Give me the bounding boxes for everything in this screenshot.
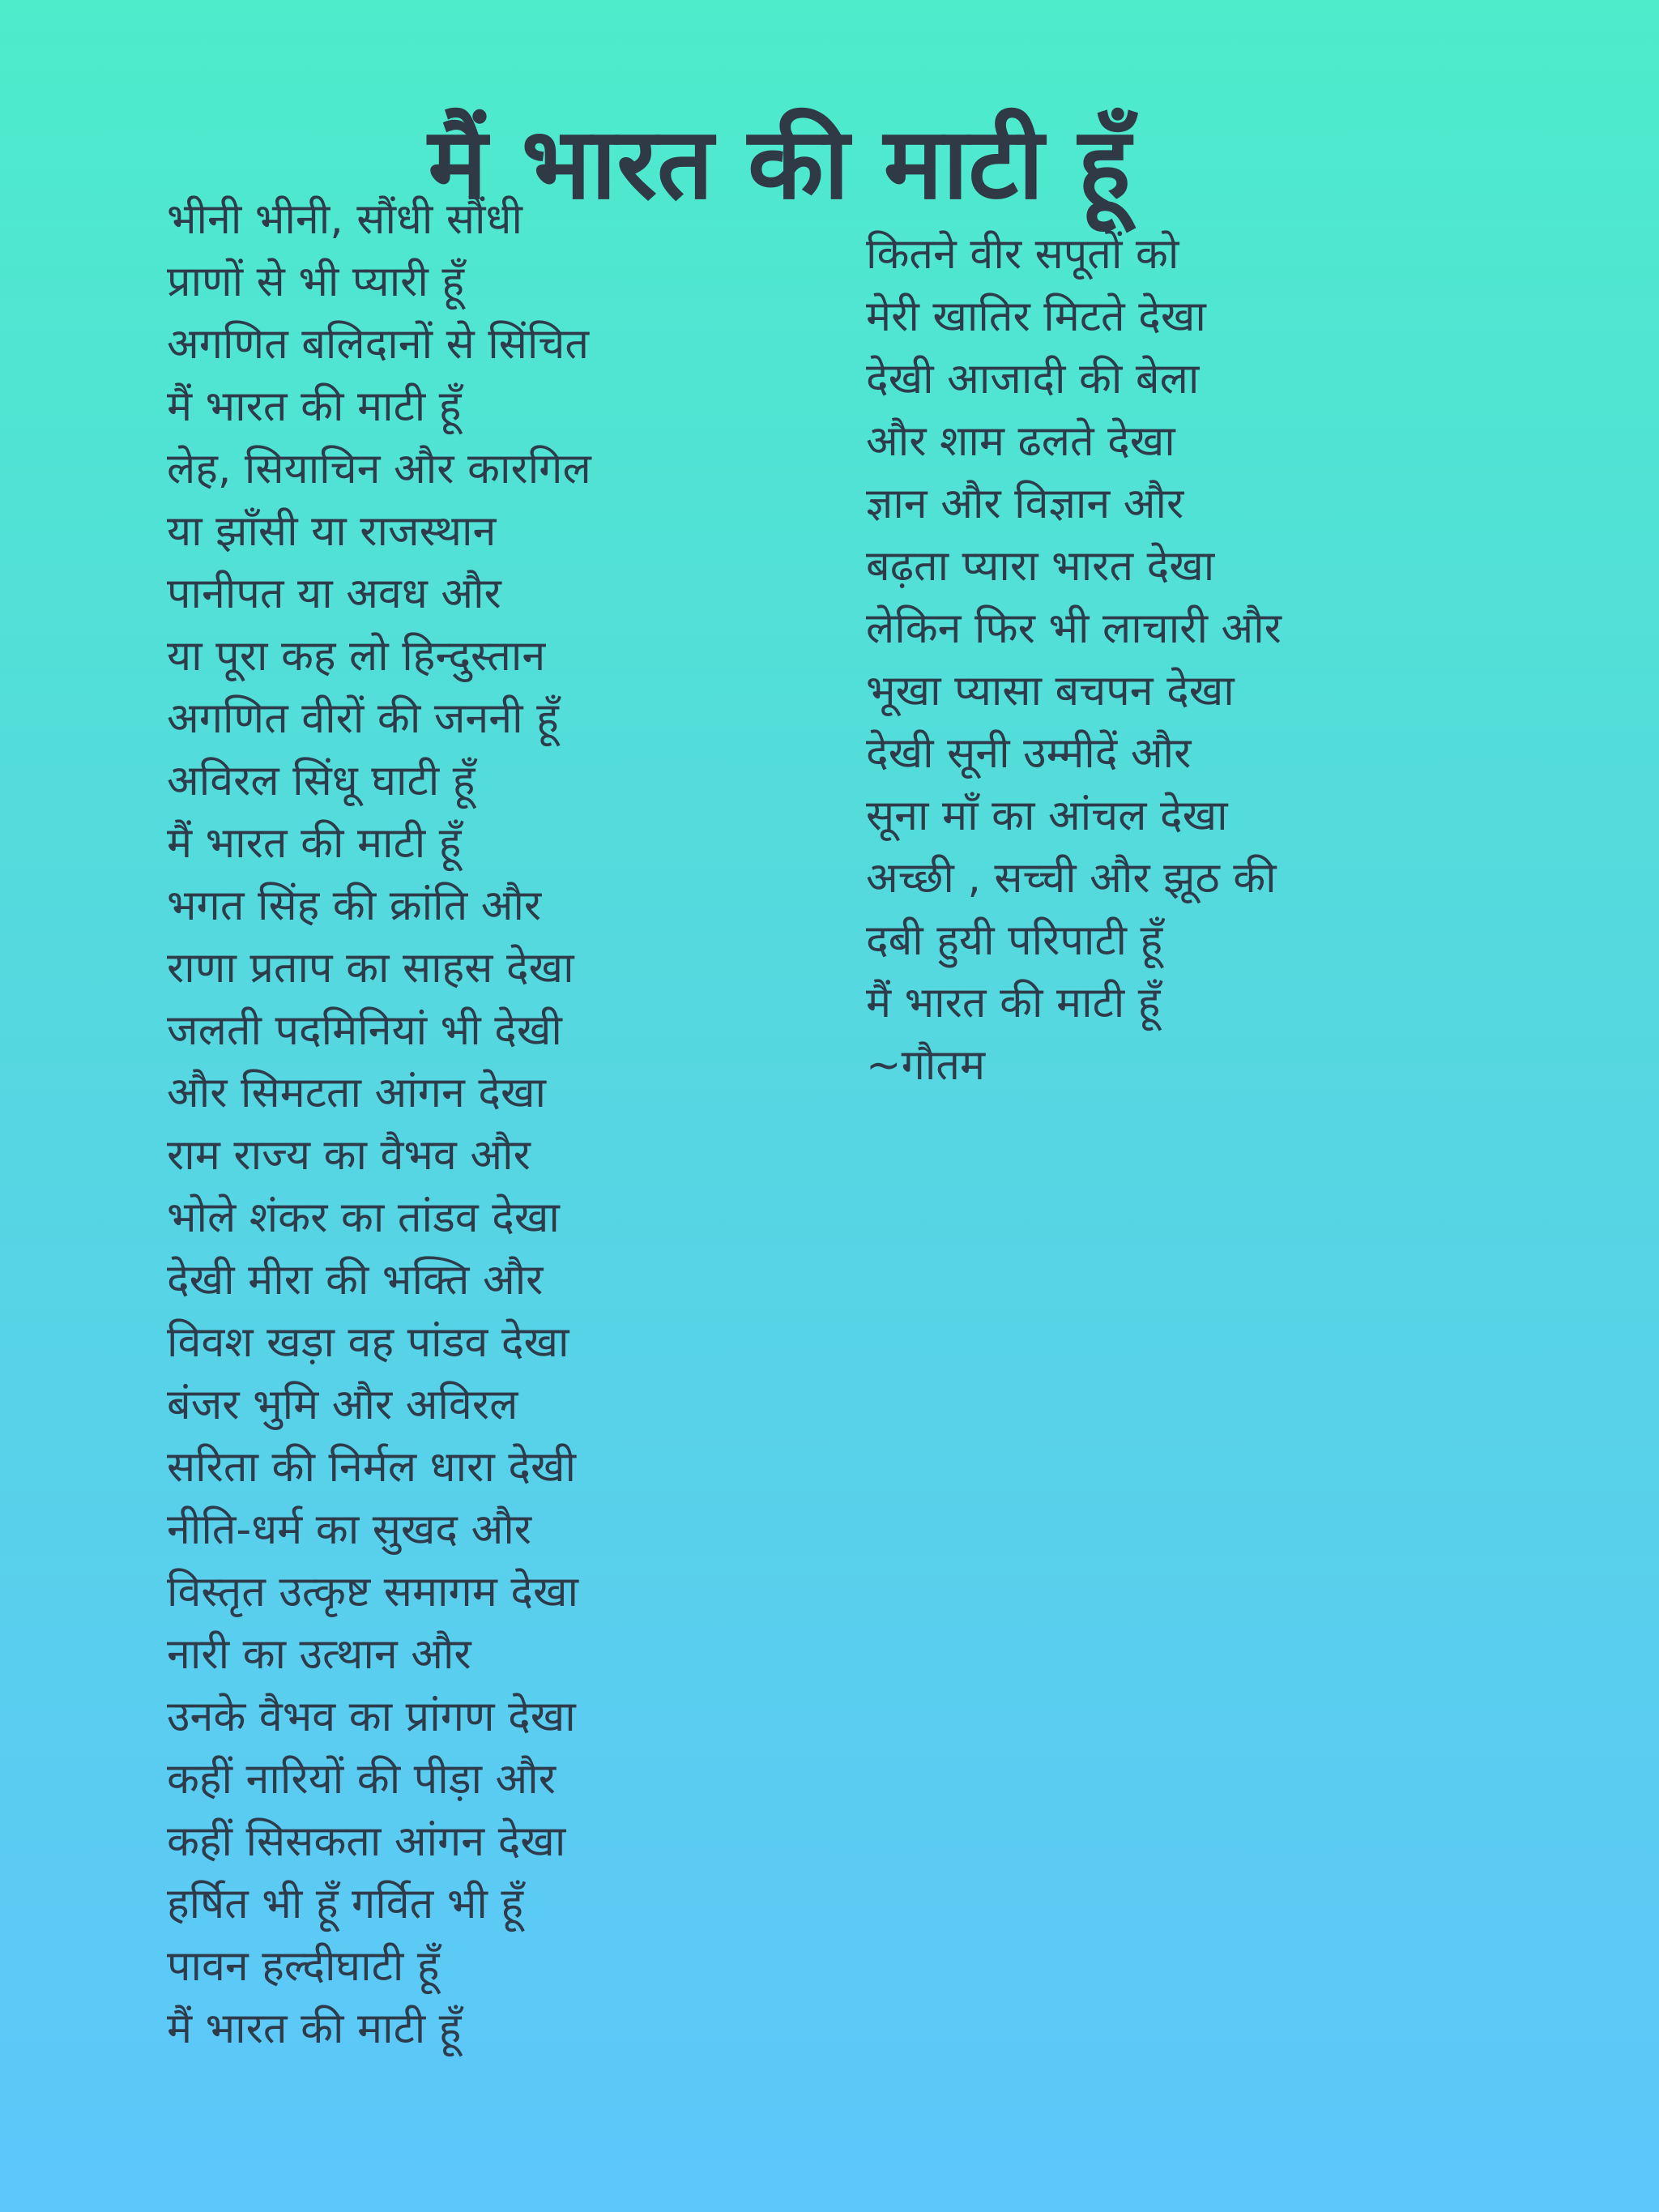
poem-line: राणा प्रताप का साहस देखा — [167, 944, 574, 993]
poem-line: देखी आजादी की बेला — [866, 355, 1200, 404]
poem-line: नीति-धर्म का सुखद और — [167, 1505, 532, 1554]
poem-line: अविरल सिंधू घाटी हूँ — [167, 757, 476, 805]
poem-line: देखी सूनी उम्मीदें और — [866, 729, 1192, 778]
poem-line: हर्षित भी हूँ गर्वित भी हूँ — [167, 1880, 523, 1928]
poem-line: सरिता की निर्मल धारा देखी — [167, 1443, 576, 1492]
poem-line: भीनी भीनी, सौंधी सौंधी — [167, 195, 522, 244]
poem-line: राम राज्य का वैभव और — [167, 1131, 531, 1180]
poem-line: सूना माँ का आंचल देखा — [866, 792, 1228, 840]
poem-line: मैं भारत की माटी हूँ — [167, 819, 462, 868]
poem-line: या पूरा कह लो हिन्दुस्तान — [167, 632, 546, 681]
poem-line: विवश खड़ा वह पांडव देखा — [167, 1318, 569, 1367]
poem-line: अच्छी , सच्ची और झूठ की — [866, 854, 1277, 903]
poem-line: भूखा प्यासा बचपन देखा — [866, 667, 1235, 715]
poem-line: या झाँसी या राजस्थान — [167, 507, 497, 556]
poem-line: लेह, सियाचिन और कारगिल — [167, 445, 591, 493]
poem-line: जलती पदमिनियां भी देखी — [167, 1006, 562, 1055]
poem-line: नारी का उत्थान और — [167, 1630, 471, 1679]
poem-line: पानीपत या अवध और — [167, 570, 501, 618]
poem-line: मैं भारत की माटी हूँ — [167, 382, 462, 431]
poem-line: लेकिन फिर भी लाचारी और — [866, 604, 1282, 653]
poem-line: बंजर भुमि और अविरल — [167, 1381, 518, 1429]
poem-left-column — [167, 189, 831, 2060]
poem-line: कहीं सिसकता आंगन देखा — [167, 1817, 566, 1866]
poem-line: विस्तृत उत्कृष्ट समागम देखा — [167, 1568, 579, 1616]
poem-line: और सिमटता आंगन देखा — [167, 1069, 546, 1117]
poem-title: मैं भारत की माटी हूँ — [428, 105, 1131, 221]
poem-line: ज्ञान और विज्ञान और — [866, 480, 1184, 528]
poem-line: मैं भारत की माटी हूँ — [167, 2005, 462, 2053]
poem-line: भोले शंकर का तांडव देखा — [167, 1194, 560, 1242]
poem-author: ~गौतम — [866, 1041, 986, 1090]
poem-line: मैं भारत की माटी हूँ — [866, 979, 1161, 1027]
poem-line: कितने वीर सपूतों को — [866, 230, 1179, 279]
poem-line: कहीं नारियों की पीड़ा और — [167, 1755, 556, 1804]
poem-line: बढ़ता प्यारा भारत देखा — [866, 542, 1215, 591]
poem-line: मेरी खातिर मिटते देखा — [866, 293, 1206, 341]
poem-right-column — [866, 224, 1530, 1097]
poem-line: दबी हुयी परिपाटी हूँ — [866, 916, 1163, 965]
poem-line: पावन हल्दीघाटी हूँ — [167, 1942, 440, 1991]
poem-line: और शाम ढलते देखा — [866, 417, 1175, 466]
poem-line: भगत सिंह की क्रांति और — [167, 882, 542, 930]
poem-line: अगणित बलिदानों से सिंचित — [167, 320, 590, 369]
poem-line: अगणित वीरों की जननी हूँ — [167, 694, 559, 743]
poem-line: उनके वैभव का प्रांगण देखा — [167, 1693, 576, 1741]
poem-line: प्राणों से भी प्यारी हूँ — [167, 258, 465, 306]
poem-line: देखी मीरा की भक्ति और — [167, 1256, 544, 1305]
